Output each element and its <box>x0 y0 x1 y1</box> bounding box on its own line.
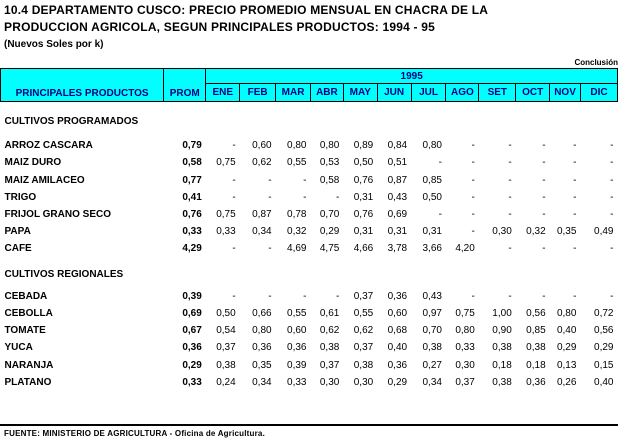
prom-value: 0,33 <box>182 226 202 238</box>
month-value: 0,29 <box>387 376 408 388</box>
month-value: - <box>268 191 272 203</box>
section-header-row <box>1 266 618 283</box>
month-value: 0,38 <box>526 342 546 354</box>
month-value: 0,61 <box>319 307 340 319</box>
product-name: YUCA <box>4 342 33 354</box>
month-value: 0,34 <box>252 376 272 388</box>
month-value: - <box>573 174 577 186</box>
month-value: 0,90 <box>492 325 512 337</box>
month-value: 0,87 <box>252 209 272 221</box>
month-value: 4,69 <box>287 243 307 255</box>
month-value: 0,27 <box>422 359 442 371</box>
prom-value: 0,67 <box>182 325 202 337</box>
month-value: 0,33 <box>455 342 475 354</box>
month-value: 0,34 <box>422 376 442 388</box>
header-month: MAR <box>276 84 311 102</box>
prom-value: 4,29 <box>182 243 202 255</box>
month-value: 0,37 <box>353 290 374 302</box>
month-value: 0,38 <box>319 342 340 354</box>
month-value: 0,80 <box>287 140 307 152</box>
month-value: - <box>573 209 577 221</box>
month-value: 0,31 <box>353 191 374 203</box>
month-value: 0,24 <box>216 376 236 388</box>
month-value: 0,50 <box>216 307 236 319</box>
month-value: 0,30 <box>492 226 512 238</box>
month-value: - <box>471 157 475 169</box>
section-title: CULTIVOS PROGRAMADOS <box>4 116 139 128</box>
month-value: 0,69 <box>387 209 408 221</box>
month-value: 0,62 <box>252 157 272 169</box>
month-value: 0,40 <box>556 325 577 337</box>
prom-value: 0,79 <box>182 140 202 152</box>
month-value: 0,30 <box>353 376 374 388</box>
prom-value: 0,36 <box>182 342 202 354</box>
table-row <box>1 240 618 257</box>
month-value: 0,18 <box>526 359 546 371</box>
title-line-2: PRODUCCION AGRICOLA, SEGUN PRINCIPALES PRODUCTOS: 1994 - 95 <box>4 20 435 34</box>
month-value: 0,13 <box>556 359 577 371</box>
month-value: 0,32 <box>526 226 546 238</box>
month-value: - <box>573 290 577 302</box>
month-value: - <box>471 209 475 221</box>
month-value: - <box>232 191 236 203</box>
month-value: 0,40 <box>387 342 408 354</box>
table-row <box>1 305 618 322</box>
prom-value: 0,39 <box>182 290 202 302</box>
month-value: 0,97 <box>422 307 442 319</box>
month-value: 1,00 <box>492 307 512 319</box>
product-name: CAFE <box>4 243 32 255</box>
month-value: - <box>610 140 614 152</box>
table-row <box>1 223 618 240</box>
header-month: JUL <box>411 84 446 102</box>
month-value: - <box>610 191 614 203</box>
month-value: 0,30 <box>455 359 475 371</box>
table-row <box>1 154 618 171</box>
month-value: - <box>508 157 512 169</box>
month-value: 0,37 <box>216 342 236 354</box>
month-value: - <box>471 226 475 238</box>
month-value: 0,15 <box>594 359 614 371</box>
month-value: 0,62 <box>319 325 340 337</box>
month-value: - <box>268 174 272 186</box>
month-value: 0,31 <box>353 226 374 238</box>
month-value: 0,84 <box>387 140 408 152</box>
header-month: AGO <box>446 84 479 102</box>
month-value: - <box>610 290 614 302</box>
month-value: 0,75 <box>455 307 475 319</box>
month-value: - <box>508 191 512 203</box>
month-value: - <box>542 140 546 152</box>
month-value: - <box>471 174 475 186</box>
product-name: MAIZ AMILACEO <box>4 174 85 186</box>
month-value: - <box>610 157 614 169</box>
month-value: 0,85 <box>422 174 442 186</box>
month-value: - <box>232 174 236 186</box>
month-value: 0,80 <box>319 140 340 152</box>
header-month: ENE <box>206 84 240 102</box>
product-name: PLATANO <box>4 376 52 388</box>
prom-value: 0,58 <box>182 157 202 169</box>
month-value: 0,68 <box>387 325 408 337</box>
prom-value: 0,77 <box>182 174 202 186</box>
product-name: MAIZ DURO <box>4 157 62 169</box>
month-value: 0,18 <box>492 359 512 371</box>
month-value: - <box>303 174 307 186</box>
month-value: 0,37 <box>319 359 340 371</box>
month-value: 0,70 <box>319 209 340 221</box>
product-name: TOMATE <box>4 325 46 337</box>
table-row <box>1 374 618 391</box>
month-value: 0,60 <box>287 325 307 337</box>
section-header-row <box>1 113 618 130</box>
month-value: 0,56 <box>526 307 546 319</box>
month-value: 0,80 <box>455 325 475 337</box>
table-row <box>1 288 618 305</box>
month-value: - <box>573 191 577 203</box>
price-table <box>0 68 618 391</box>
month-value: - <box>303 290 307 302</box>
prom-value: 0,33 <box>182 376 202 388</box>
month-value: - <box>573 140 577 152</box>
month-value: 0,36 <box>387 359 408 371</box>
month-value: - <box>610 209 614 221</box>
month-value: - <box>232 243 236 255</box>
month-value: 0,38 <box>216 359 236 371</box>
product-name: ARROZ CASCARA <box>4 140 93 152</box>
month-value: 0,29 <box>319 226 340 238</box>
month-value: 0,33 <box>287 376 307 388</box>
month-value: 0,31 <box>422 226 442 238</box>
month-value: 0,76 <box>353 209 374 221</box>
month-value: 0,43 <box>422 290 442 302</box>
month-value: - <box>471 290 475 302</box>
month-value: 0,55 <box>287 157 307 169</box>
month-value: 0,53 <box>319 157 340 169</box>
table-row <box>1 189 618 206</box>
month-value: - <box>610 174 614 186</box>
month-value: - <box>542 191 546 203</box>
month-value: 0,87 <box>387 174 408 186</box>
month-value: 0,38 <box>422 342 442 354</box>
month-value: - <box>303 191 307 203</box>
month-value: 0,78 <box>287 209 307 221</box>
month-value: - <box>508 243 512 255</box>
month-value: - <box>335 191 340 203</box>
month-value: 0,36 <box>287 342 307 354</box>
prom-value: 0,69 <box>182 307 202 319</box>
month-value: - <box>471 191 475 203</box>
month-value: 0,36 <box>526 376 546 388</box>
month-value: 0,75 <box>216 157 236 169</box>
month-value: 0,60 <box>387 307 408 319</box>
month-value: - <box>335 290 340 302</box>
prom-value: 0,76 <box>182 209 202 221</box>
month-value: 0,60 <box>252 140 272 152</box>
unit-note: (Nuevos Soles por k) <box>4 39 104 50</box>
table-row <box>1 137 618 154</box>
table-header <box>1 69 618 102</box>
month-value: 0,39 <box>287 359 307 371</box>
month-value: 0,34 <box>252 226 272 238</box>
month-value: 0,37 <box>353 342 374 354</box>
section-title: CULTIVOS REGIONALES <box>4 268 124 280</box>
month-value: 0,36 <box>387 290 408 302</box>
product-name: CEBOLLA <box>4 307 53 319</box>
month-value: 0,80 <box>556 307 577 319</box>
footer <box>0 424 618 438</box>
source-note: FUENTE: MINISTERIO DE AGRICULTURA - Oficina de Agricultura. <box>4 429 265 438</box>
month-value: - <box>610 243 614 255</box>
month-value: 0,49 <box>594 226 614 238</box>
month-value: 0,55 <box>353 307 374 319</box>
spacer-row <box>1 102 618 114</box>
month-value: - <box>573 157 577 169</box>
prom-value: 0,41 <box>182 191 202 203</box>
month-value: - <box>508 209 512 221</box>
prom-value: 0,29 <box>182 359 202 371</box>
month-value: 0,62 <box>353 325 374 337</box>
month-value: 0,72 <box>594 307 614 319</box>
month-value: 0,56 <box>594 325 614 337</box>
month-value: 0,35 <box>556 226 577 238</box>
month-value: 0,38 <box>353 359 374 371</box>
product-name: PAPA <box>4 226 31 238</box>
table-row <box>1 206 618 223</box>
table-row <box>1 172 618 189</box>
month-value: 0,31 <box>387 226 408 238</box>
month-value: 0,85 <box>526 325 546 337</box>
header-year: 1995 <box>206 69 618 84</box>
month-value: 0,70 <box>422 325 442 337</box>
month-value: - <box>438 209 442 221</box>
month-value: 4,20 <box>455 243 475 255</box>
title-line-1: 10.4 DEPARTAMENTO CUSCO: PRECIO PROMEDIO MENSUAL EN CHACRA DE LA <box>4 3 489 17</box>
header-month: OCT <box>516 84 550 102</box>
month-value: 0,38 <box>492 342 512 354</box>
month-value: 0,55 <box>287 307 307 319</box>
month-value: - <box>268 243 272 255</box>
header-month: MAY <box>343 84 377 102</box>
month-value: 4,66 <box>353 243 374 255</box>
month-value: - <box>471 140 475 152</box>
header-month: SET <box>479 84 516 102</box>
month-value: - <box>508 140 512 152</box>
month-value: 0,38 <box>492 376 512 388</box>
month-value: 0,36 <box>252 342 272 354</box>
month-value: 0,29 <box>594 342 614 354</box>
month-value: 4,75 <box>319 243 340 255</box>
header-prom: PROM <box>164 69 206 102</box>
month-value: 0,50 <box>353 157 374 169</box>
product-name: FRIJOL GRANO SECO <box>4 209 111 221</box>
month-value: 0,89 <box>353 140 374 152</box>
month-value: 0,76 <box>353 174 374 186</box>
table-row <box>1 356 618 373</box>
month-value: 0,32 <box>287 226 307 238</box>
month-value: - <box>542 209 546 221</box>
month-value: - <box>438 157 442 169</box>
product-name: CEBADA <box>4 290 48 302</box>
month-value: 0,80 <box>422 140 442 152</box>
month-value: 0,50 <box>422 191 442 203</box>
month-value: - <box>232 140 236 152</box>
month-value: 0,43 <box>387 191 408 203</box>
month-value: 0,54 <box>216 325 236 337</box>
month-value: 0,35 <box>252 359 272 371</box>
month-value: - <box>508 174 512 186</box>
product-name: NARANJA <box>4 359 54 371</box>
month-value: 0,30 <box>319 376 340 388</box>
month-value: 3,78 <box>387 243 408 255</box>
month-value: - <box>508 290 512 302</box>
month-value: - <box>542 290 546 302</box>
table-body <box>1 102 618 391</box>
month-value: 0,40 <box>594 376 614 388</box>
month-value: - <box>542 243 546 255</box>
month-value: 3,66 <box>422 243 442 255</box>
spacer-row <box>1 130 618 137</box>
month-value: - <box>232 290 236 302</box>
month-value: - <box>542 174 546 186</box>
continuation-note: Conclusión <box>574 58 618 67</box>
product-name: TRIGO <box>4 191 37 203</box>
month-value: - <box>542 157 546 169</box>
header-month: DIC <box>580 84 617 102</box>
header-products: PRINCIPALES PRODUCTOS <box>1 69 164 102</box>
month-value: - <box>268 290 272 302</box>
table-title <box>4 2 488 36</box>
month-value: 0,75 <box>216 209 236 221</box>
month-value: - <box>573 243 577 255</box>
table-row <box>1 322 618 339</box>
month-value: 0,33 <box>216 226 236 238</box>
header-month: ABR <box>310 84 343 102</box>
month-value: 0,58 <box>319 174 340 186</box>
header-month: FEB <box>240 84 276 102</box>
spacer-row <box>1 258 618 266</box>
month-value: 0,37 <box>455 376 475 388</box>
header-month: NOV <box>550 84 581 102</box>
month-value: 0,66 <box>252 307 272 319</box>
table-row <box>1 339 618 356</box>
month-value: 0,80 <box>252 325 272 337</box>
month-value: 0,29 <box>556 342 577 354</box>
month-value: 0,26 <box>556 376 577 388</box>
header-month: JUN <box>377 84 411 102</box>
month-value: 0,51 <box>387 157 408 169</box>
